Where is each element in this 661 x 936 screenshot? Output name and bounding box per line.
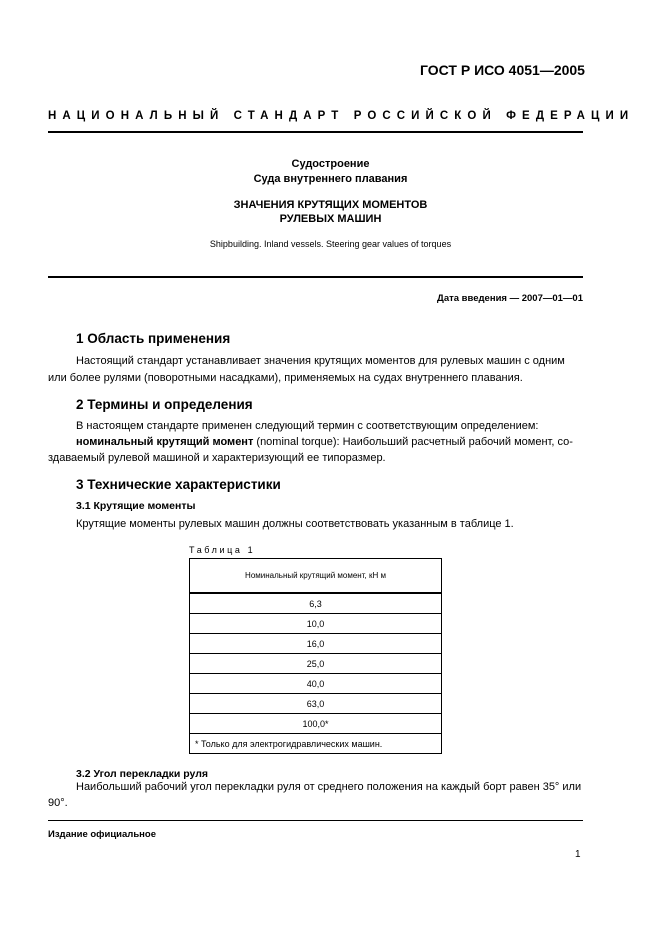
national-standard-banner: НАЦИОНАЛЬНЫЙ СТАНДАРТ РОССИЙСКОЙ ФЕДЕРАЦИИ (48, 110, 635, 122)
page-number: 1 (575, 849, 581, 860)
title-vessels: Суда внутреннего плавания (253, 173, 408, 185)
section1-text-line1: Настоящий стандарт устанавливает значения крутящих моментов для рулевых машин с одним (76, 355, 565, 367)
header-divider (48, 131, 583, 133)
title-divider (48, 276, 583, 278)
definition-text: (nominal torque): Наибольший расчетный рабочий момент, со- (253, 436, 573, 448)
table-caption: Таблица 1 (189, 545, 256, 555)
table-cell: 10,0 (190, 614, 442, 634)
title-main-line2: РУЛЕВЫХ МАШИН (279, 213, 382, 225)
title-english: Shipbuilding. Inland vessels. Steering gear values of torques (209, 239, 452, 249)
document-code: ГОСТ Р ИСО 4051—2005 (420, 62, 585, 78)
table-cell: 40,0 (190, 674, 442, 694)
subsection32-text-line2: 90°. (48, 797, 68, 809)
table-footnote: * Только для электрогидравлических машин. (190, 734, 442, 754)
subsection32-heading: 3.2 Угол перекладки руля (76, 768, 209, 780)
table-cell: 6,3 (190, 593, 442, 614)
subsection31-heading: 3.1 Крутящие моменты (76, 500, 196, 512)
section1-heading: 1 Область применения (76, 331, 231, 346)
section2-text-line1: В настоящем стандарте применен следующий термин с соответствующим определением: (76, 420, 539, 432)
title-main-line1: ЗНАЧЕНИЯ КРУТЯЩИХ МОМЕНТОВ (233, 199, 428, 211)
table-row (190, 654, 442, 674)
section2-definition-line1 (76, 434, 573, 451)
table-cell: 100,0* (190, 714, 442, 734)
table-row (190, 694, 442, 714)
table-header-row (190, 559, 442, 594)
table-cell: 25,0 (190, 654, 442, 674)
official-edition-label: Издание официальное (48, 829, 156, 840)
section1-text-line2: или более рулями (поворотными насадками), применяемых на судах внутреннего плавания. (48, 372, 523, 384)
title-industry: Судостроение (291, 158, 370, 170)
subsection32-text-line1: Наибольший рабочий угол перекладки руля от среднего положения на каждый борт равен 35° или (76, 781, 582, 793)
footer-divider (48, 820, 583, 821)
introduction-date: Дата введения — 2007—01—01 (437, 293, 583, 304)
table-row (190, 714, 442, 734)
table-header-cell: Номинальный крутящий момент, кН м (190, 559, 442, 594)
section3-heading: 3 Технические характеристики (76, 477, 281, 492)
table-cell: 63,0 (190, 694, 442, 714)
table-footnote-row (190, 734, 442, 754)
section2-definition-line2: здаваемый рулевой машиной и характеризующий ее типоразмер. (48, 452, 386, 464)
torque-table (189, 558, 442, 754)
section2-heading: 2 Термины и определения (76, 397, 253, 412)
table-cell: 16,0 (190, 634, 442, 654)
table-row (190, 634, 442, 654)
table-row (190, 593, 442, 614)
subsection31-text: Крутящие моменты рулевых машин должны соответствовать указанным в таблице 1. (76, 518, 514, 530)
table-row (190, 614, 442, 634)
table-row (190, 674, 442, 694)
defined-term: номинальный крутящий момент (76, 436, 254, 448)
